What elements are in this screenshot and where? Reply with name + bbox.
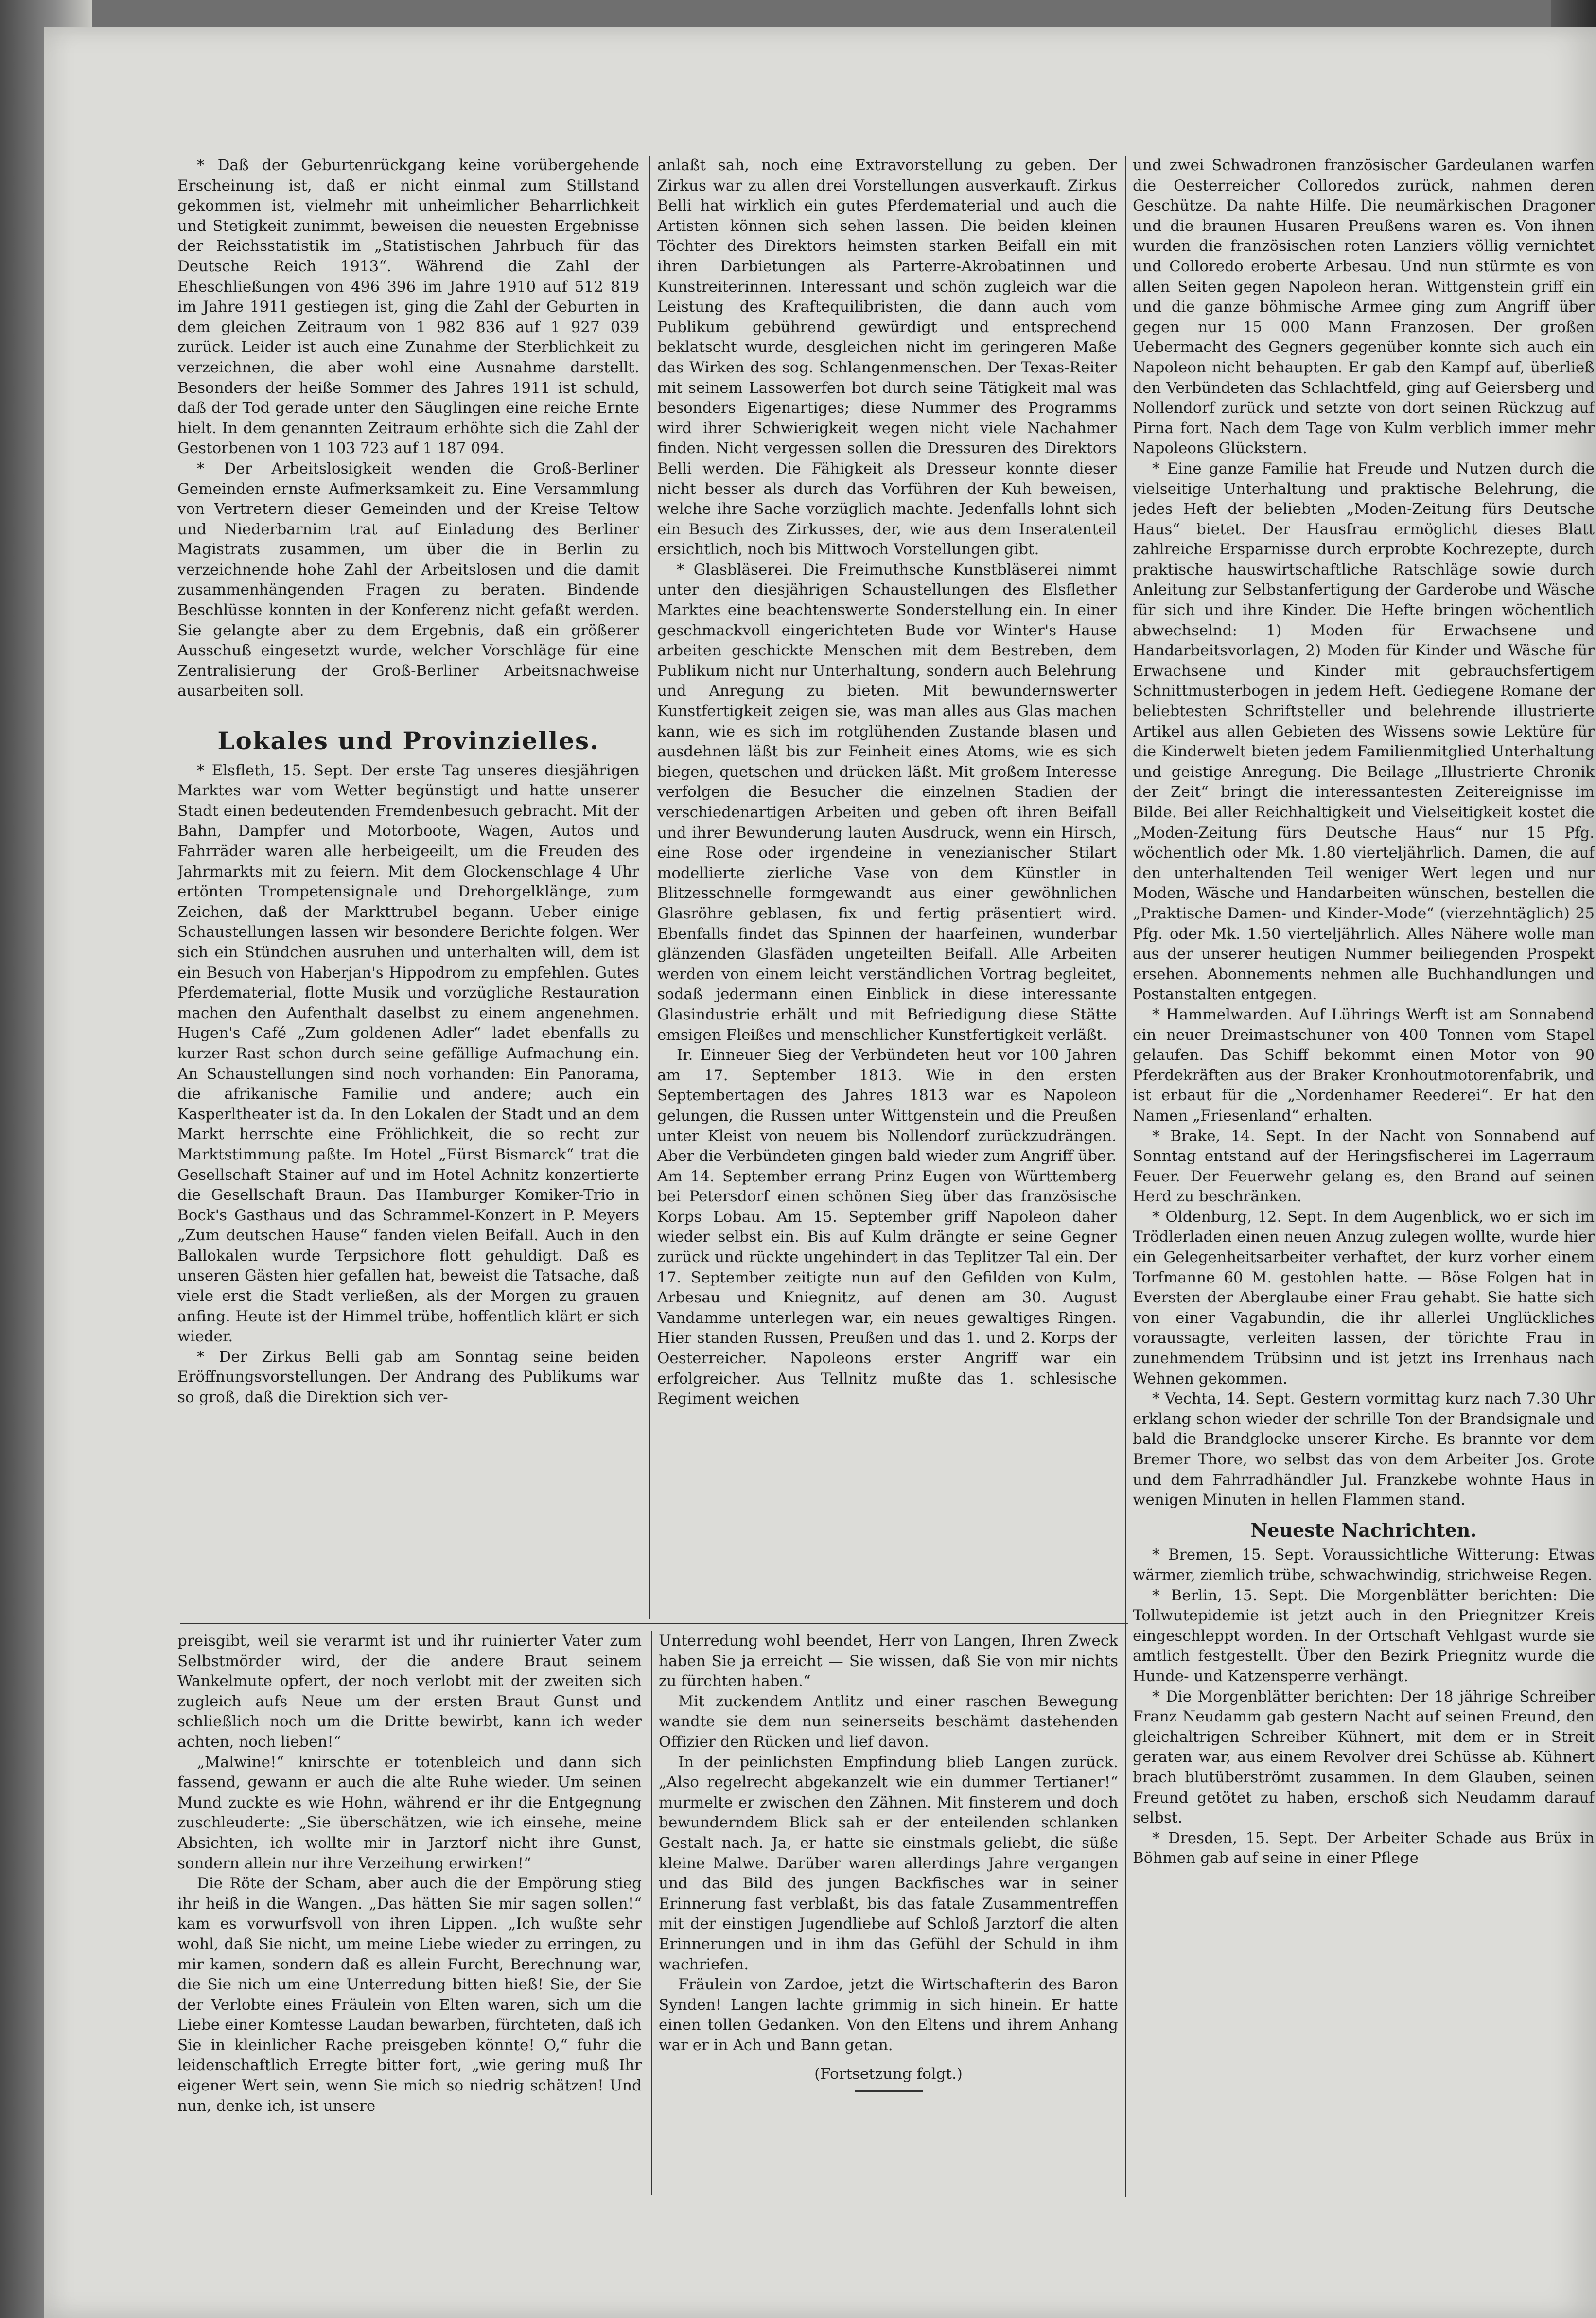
serial-paragraph: preisgibt, weil sie verarmt ist und ihr ruinierter Vater zum Selbstmörder wird, der die andere Braut seinem Wankelmute opfert, der noch verlobt mit der zweiten sich zugleich aufs Neue um der ersten Braut Gunst und schließlich noch um die Dritte bewirbt, kann ich weder achten, noch lieben!“ <box>177 1632 642 1751</box>
article-paragraph: * Der Zirkus Belli gab am Sonntag seine beiden Eröffnungsvorstellungen. Der Andrang des Publikums war so groß, daß die Direktion sich ver- <box>177 1348 639 1406</box>
article-paragraph: * Bremen, 15. Sept. Voraussichtliche Witterung: Etwas wärmer, ziemlich trübe, schwachwindig, strichweise Regen. <box>1133 1546 1595 1584</box>
column-rule <box>651 1631 652 2195</box>
article-paragraph: und zwei Schwadronen französischer Gardeulanen warfen die Oesterreicher Colloredos zurück, nahmen deren Geschütze. Da nahte Hilfe. Die neumärkischen Dragoner und die braunen Husaren Preußens waren es. Von ihnen wurden die französischen roten Lanziers völlig vernichtet und Colloredo eroberte Arbesau. Und nun stürmte es von allen Seiten gegen Napoleon heran. Wittgenstein griff ein und die ganze böhmische Armee ging zum Angriff über gegen nur 15 000 Mann Franzosen. Der großen Uebermacht des Gegners gegenüber konnte sich auch ein Napoleon nicht behaupten. Er gab den Kampf auf, überließ den Verbündeten das Schlachtfeld, ging auf Geiersberg und Nollendorf zurück und setzte von dort seinen Rückzug auf Pirna fort. Nach dem Tage von Kulm verblich immer mehr Napoleons Glückstern. <box>1133 157 1595 457</box>
section-heading: Lokales und Provinzielles. <box>217 726 599 755</box>
article-paragraph: * Glasbläserei. Die Freimuthsche Kunstbläserei nimmt unter den diesjährigen Schaustellungen des Elsflether Marktes eine beachtenswerte Sonderstellung ein. In einer geschmackvoll eingerichteten Bude vor Winter's Hause arbeiten geschickte Menschen mit dem Bestreben, dem Publikum nicht nur Unterhaltung, sondern auch Belehrung und Anregung zu bieten. Mit bewundernswerter Kunstfertigkeit zeigen sie, was man alles aus Glas machen kann, wie es sich im rotglühenden Zustande blasen und ausdehnen läßt bis zur Feinheit eines Atoms, wie es sich biegen, quetschen und drücken läßt. Mit großem Interesse verfolgen die Besucher die einzelnen Stadien der verschiedenartigen Arbeiten und geben oft ihren Beifall und ihrer Bewunderung lauten Ausdruck, wenn ein Hirsch, eine Rose oder irgendeine in venezianischer Stilart modellierte zierliche Vase von dem Künstler in Blitzesschnelle formgewandt aus einer gewöhnlichen Glasröhre geblasen, fix und fertig präsentiert wird. Ebenfalls findet das Spinnen der haarfeinen, wunderbar glänzenden Glasfäden ungeteilten Beifall. Alle Arbeiten werden von einem leicht verständlichen Vortrag begleitet, sodaß jedermann einen Einblick in diese interessante Glasindustrie erhält und mit Befriedigung diese Stätte emsigen Fleißes und menschlicher Kunstfertigkeit verläßt. <box>657 561 1117 1044</box>
column-top-left <box>177 156 639 1619</box>
article-paragraph: * Berlin, 15. Sept. Die Morgenblätter berichten: Die Tollwutepidemie ist jetzt auch in den Priegnitzer Kreis eingeschleppt worden. In der Ortschaft Vehlgast wurde sie amtlich festgestellt. Über den Bezirk Priegnitz wurde die Hunde- und Katzensperre verhängt. <box>1133 1586 1595 1685</box>
article-paragraph: Ir. Einneuer Sieg der Verbündeten heut vor 100 Jahren am 17. September 1813. Wie in den ersten Septembertagen des Jahres 1813 war es Napoleon gelungen, die Russen unter Wittgenstein und die Preußen unter Kleist von neuem bis Nollendorf zurückzudrängen. Aber die Verbündeten gingen bald wieder zum Angriff über. Am 14. September errang Prinz Eugen von Württemberg bei Petersdorf einen schönen Sieg über das französische Korps Lobau. Am 15. September griff Napoleon daher wieder selbst ein. Bis auf Kulm drängte er seine Gegner zurück und rückte ungehindert in das Teplitzer Tal ein. Der 17. September zeitigte nun auf den Gefilden von Kulm, Arbesau und Kniegnitz, auf denen am 30. August Vandamme unterlegen war, ein neues gewaltiges Ringen. Hier standen Russen, Preußen und das 1. und 2. Korps der Oesterreicher. Napoleons erster Angriff war ein erfolgreicher. Aus Tellnitz mußte das 1. schlesische Regiment weichen <box>657 1046 1117 1408</box>
article-paragraph: * Dresden, 15. Sept. Der Arbeiter Schade aus Brüx in Böhmen gab auf seine in einer Pflege <box>1133 1829 1595 1867</box>
article-paragraph: * Vechta, 14. Sept. Gestern vormittag kurz nach 7.30 Uhr erklang schon wieder der schrille Ton der Brandsignale und bald die Brandglocke unserer Kirche. Es brannte vor dem Bremer Thore, wo selbst das von dem Arbeiter Jos. Grote und dem Fahrradhändler Jul. Franzkebe wohnte Haus in wenigen Minuten in hellen Flammen stand. <box>1133 1390 1595 1509</box>
article-paragraph: * Eine ganze Familie hat Freude und Nutzen durch die vielseitige Unterhaltung und praktische Belehrung, die jedes Heft der beliebten „Moden-Zeitung fürs Deutsche Haus“ bietet. Der Hausfrau ermöglicht dieses Blatt zahlreiche Ersparnisse durch erprobte Kochrezepte, durch praktische hauswirtschaftliche Ratschläge sowie durch Anleitung zur Selbstanfertigung der Garderobe und Wäsche für sich und ihre Kinder. Die Hefte bringen wöchentlich abwechselnd: 1) Moden für Erwachsene und Handarbeitsvorlagen, 2) Moden für Kinder und Wäsche für Erwachsene und Kinder mit gebrauchsfertigem Schnittmusterbogen in jedem Heft. Gediegene Romane der beliebtesten Schriftsteller und belehrende illustrierte Artikel aus allen Gebieten des Wissens sowie Lektüre für die Kinderwelt bieten jedem Familienmitglied Unterhaltung und geistige Anregung. Die Beilage „Illustrierte Chronik der Zeit“ bringt die interessantesten Zeitereignisse im Bilde. Bei aller Reichhaltigkeit und Vielseitigkeit kostet die „Moden-Zeitung fürs Deutsche Haus“ nur 15 Pfg. wöchentlich oder Mk. 1.80 vierteljährlich. Damen, die auf den unterhaltenden Teil weniger Wert legen und nur Moden, Wäsche und Handarbeiten wünschen, bestellen die „Praktische Damen- und Kinder-Mode“ (vierzehntäglich) 25 Pfg. oder Mk. 1.50 vierteljährlich. Alles Nähere wolle man aus der unserer heutigen Nummer beiliegenden Prospekt ersehen. Abonnements nehmen alle Buchhandlungen und Postanstalten entgegen. <box>1133 459 1595 1003</box>
article-paragraph: * Oldenburg, 12. Sept. In dem Augenblick, wo er sich im Trödlerladen einen neuen Anzug zulegen wollte, wurde hier ein Gelegenheitsarbeiter verhaftet, der kurz vorher einem Torfmanne 60 M. gestohlen hatte. — Böse Folgen hat in Eversten der Aberglaube einer Frau gehabt. Sie hatte sich von einer Vagabundin, die ihr allerlei Unglückliches voraussagte, verleiten lassen, der törichte Frau in zunehmendem Trübsinn und ist jetzt ins Irrenhaus nach Wehnen gekommen. <box>1133 1208 1595 1387</box>
serial-paragraph: Unterredung wohl beendet, Herr von Langen, Ihren Zweck haben Sie ja erreicht — Sie wissen, daß Sie von mir nichts zu fürchten haben.“ <box>659 1632 1118 1690</box>
newspaper-page <box>44 27 1596 2318</box>
continued-note: (Fortsetzung folgt.) <box>814 2065 963 2083</box>
section-divider <box>180 1623 1128 1624</box>
article-paragraph: * Die Morgenblätter berichten: Der 18 jährige Schreiber Franz Neudamm gab gestern Nacht auf seinen Freund, den gleichaltrigen Schreiber Kühnert, mit dem er in Streit geraten war, aus einem Revolver drei Schüsse ab. Kühnert brach blutüberströmt zusammen. In dem Glauben, seinen Freund getötet zu haben, erschoß sich Neudamm darauf selbst. <box>1133 1687 1595 1827</box>
article-paragraph: * Brake, 14. Sept. In der Nacht von Sonnabend auf Sonntag entstand auf der Heringsfischerei im Lagerraum Feuer. Der Feuerwehr gelang es, den Brand auf seinen Herd zu beschränken. <box>1133 1127 1595 1206</box>
article-paragraph: * Daß der Geburtenrückgang keine vorübergehende Erscheinung ist, daß er nicht einmal zum Stillstand gekommen ist, vielmehr mit unheimlicher Beharrlichkeit und Stetigkeit zunimmt, beweisen die neuesten Ergebnisse der Reichsstatistik im „Statistischen Jahrbuch für das Deutsche Reich 1913“. Während die Zahl der Eheschließungen von 496 396 im Jahre 1910 auf 512 819 im Jahre 1911 gestiegen ist, ging die Zahl der Geburten in dem gleichen Zeitraum von 1 982 836 auf 1 927 039 zurück. Leider ist auch eine Zunahme der Sterblichkeit zu verzeichnen, die aber wohl eine Ausnahme darstellt. Besonders der heiße Sommer des Jahres 1911 ist schuld, daß der Tod gerade unter den Säuglingen eine reiche Ernte hielt. In dem genannten Zeitraum erhöhte sich die Zahl der Gestorbenen von 1 103 723 auf 1 187 094. <box>177 157 639 457</box>
column-top-middle <box>657 156 1117 1619</box>
column-rule <box>1125 156 1126 2197</box>
serial-paragraph: In der peinlichsten Empfindung blieb Langen zurück. „Also regelrecht abgekanzelt wie ein dummer Tertianer!“ murmelte er zwischen den Zähnen. Mit finsterem und doch bewunderndem Blick sah er der enteilenden schlanken Gestalt nach. Ja, er hatte sie einstmals geliebt, die süße kleine Malwe. Darüber waren allerdings Jahre vergangen und das Bild des jungen Backfisches war in seiner Erinnerung fast verblaßt, bis das fatale Zusammentreffen mit der einstigen Jugendliebe auf Schloß Jarztorf die alten Erinnerungen und in ihm das Gefühl der Schuld in ihm wachriefen. <box>659 1753 1118 1973</box>
column-serial-left <box>177 1631 642 2195</box>
serial-paragraph: „Malwine!“ knirschte er totenbleich und dann sich fassend, gewann er auch die alte Ruhe wieder. Um seinen Mund zuckte es wie Hohn, während er ihr die Entgegnung zuschleuderte: „Sie überschätzen, wie ich einsehe, meine Absichten, ich wollte mir in Jarztorf nicht ihre Gunst, sondern allein nur ihre Verzeihung erwirken!“ <box>177 1753 642 1872</box>
serial-paragraph: Mit zuckendem Antlitz und einer raschen Bewegung wandte sie dem nun seinerseits beschämt dastehenden Offizier den Rücken und lief davon. <box>659 1692 1118 1751</box>
article-paragraph: anlaßt sah, noch eine Extravorstellung zu geben. Der Zirkus war zu allen drei Vorstellungen ausverkauft. Zirkus Belli hat wirklich ein gutes Pferdematerial und auch die Artisten können sich sehen lassen. Die beiden kleinen Töchter des Direktors heimsten starken Beifall ein mit ihren Darbietungen als Parterre-Akrobatinnen und Kunstreiterinnen. Interessant und schön zugleich war die Leistung des Kraftequilibristen, die dann auch vom Publikum gebührend gewürdigt und entsprechend beklatscht wurde, desgleichen nicht im geringeren Maße das Wirken des sog. Schlangenmenschen. Der Texas-Reiter mit seinem Lassowerfen bot durch seine Tätigkeit mal was besonders Eigenartiges; diese Nummer des Programms wird ihrer Schwierigkeit wegen nicht viele Nachahmer finden. Nicht vergessen sollen die Dressuren des Direktors Belli werden. Die Fähigkeit als Dresseur konnte dieser nicht besser als durch das Vorführen der Kuh beweisen, welche ihre Sache vorzüglich machte. Jedenfalls lohnt sich ein Besuch des Zirkusses, der, wie aus dem Inseratenteil ersichtlich, noch bis Mittwoch Vorstellungen gibt. <box>657 157 1117 559</box>
serial-paragraph: Die Röte der Scham, aber auch die der Empörung stieg ihr heiß in die Wangen. „Das hätten Sie mir sagen sollen!“ kam es vorwurfsvoll von ihren Lippen. „Ich wußte sehr wohl, daß Sie nicht, um meine Liebe wieder zu erringen, zu mir kamen, sondern daß es allein Furcht, Berechnung war, die Sie nich um eine Unterredung bitten hieß! Sie, der Sie der Verlobte eines Fräulein von Elten waren, sich um die Liebe einer Komtesse Laudan bewarben, fürchteten, daß ich Sie in kleinlicher Rache preisgeben könnte! O,“ fuhr die leidenschaftlich Erregte bitter fort, „wie gering muß Ihr eigener Wert sein, wenn Sie mich so niedrig schätzen! Und nun, denke ich, ist unsere <box>177 1875 642 2115</box>
column-serial-right <box>659 1631 1118 2195</box>
article-paragraph: * Hammelwarden. Auf Lührings Werft ist am Sonnabend ein neuer Dreimastschuner von 400 Tonnen vom Stapel gelaufen. Das Schiff bekommt einen Motor von 90 Pferdekräften aus der Braker Kronhoutmotorenfabrik, und ist erbaut für die „Nordenhamer Reederei“. Er hat den Namen „Friesenland“ erhalten. <box>1133 1005 1595 1124</box>
serial-paragraph: Fräulein von Zardoe, jetzt die Wirtschafterin des Baron Synden! Langen lachte grimmig in sich hinein. Er hatte einen tollen Gedanken. Von den Eltens und ihrem Anhang war er in Ach und Bann getan. <box>659 1976 1118 2054</box>
article-paragraph: * Der Arbeitslosigkeit wenden die Groß-Berliner Gemeinden ernste Aufmerksamkeit zu. Eine Versammlung von Vertretern dieser Gemeinden und der Kreise Teltow und Niederbarnim trat auf Einladung des Berliner Magistrats zusammen, um über die in Berlin zu verzeichnende hohe Zahl der Arbeitslosen und die damit zusammenhängenden Fragen zu beraten. Bindende Beschlüsse konnten in der Konferenz nicht gefaßt werden. Sie gelangte aber zu dem Ergebnis, daß ein größerer Ausschuß eingesetzt wurde, welcher Vorschläge für eine Zentralisierung der Groß-Berliner Arbeitsnachweise ausarbeiten soll. <box>177 459 639 700</box>
end-rule <box>855 2090 923 2092</box>
column-rule <box>649 156 650 1619</box>
article-paragraph: * Elsfleth, 15. Sept. Der erste Tag unseres diesjährigen Marktes war vom Wetter begünstigt und hatte unserer Stadt einen bedeutenden Fremdenbesuch gebracht. Mit der Bahn, Dampfer und Motorboote, Wagen, Autos und Fahrräder waren alle herbeigeeilt, um die Freuden des Jahrmarkts mit zu feiern. Mit dem Glockenschlage 4 Uhr ertönten Trompetensignale und Drehorgelklänge, zum Zeichen, daß der Markttrubel begann. Ueber einige Schaustellungen lassen wir besondere Berichte folgen. Wer sich ein Stündchen ausruhen und unterhalten will, dem ist ein Besuch von Haberjan's Hippodrom zu empfehlen. Gutes Pferdematerial, flotte Musik und vorzügliche Restauration machen den Aufenthalt daselbst zu einem angenehmen. Hugen's Café „Zum goldenen Adler“ ladet ebenfalls zu kurzer Rast schon durch seine gefällige Aufmachung ein. An Schaustellungen sind noch vorhanden: Ein Panorama, die afrikanische Familie und andere; auch ein Kasperltheater ist da. In den Lokalen der Stadt und an dem Markt herrschte eine Fröhlichkeit, die so recht zur Marktstimmung paßte. Im Hotel „Fürst Bismarck“ trat die Gesellschaft Stainer auf und im Hotel Achnitz konzertierte die Gesellschaft Braun. Das Hamburger Komiker-Trio in Bock's Gasthaus und das Schrammel-Konzert in P. Meyers „Zum deutschen Hause“ fanden vielen Beifall. Auch in den Ballokalen wurde Terpsichore flott gehuldigt. Daß es unseren Gästen hier gefallen hat, beweist die Tatsache, daß viele erst die Stadt verließen, als der Morgen zu grauen anfing. Heute ist der Himmel trübe, hoffentlich klärt er sich wieder. <box>177 761 639 1346</box>
section-heading: Neueste Nachrichten. <box>1250 1519 1477 1541</box>
column-right <box>1133 156 1595 2197</box>
